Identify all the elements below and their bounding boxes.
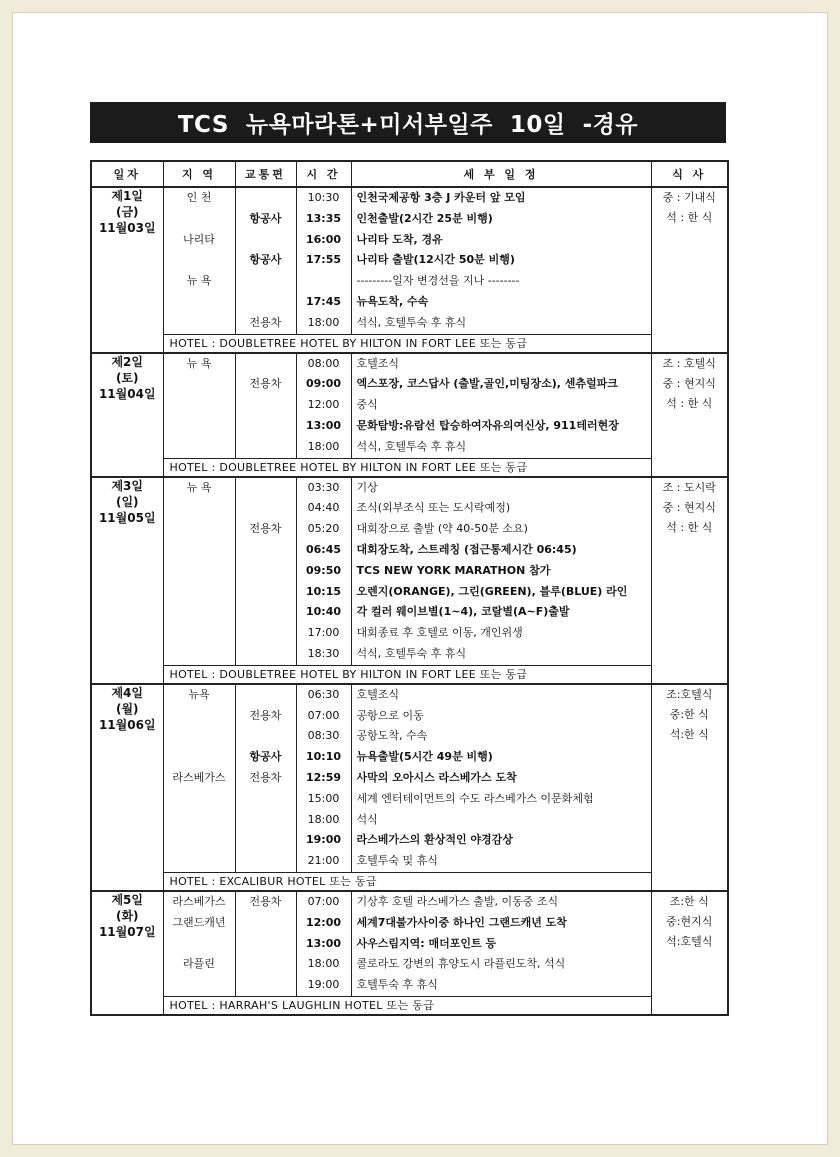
- time-text: 16:00: [305, 232, 341, 246]
- day-weekday: (일): [115, 494, 139, 509]
- transport-text: [236, 685, 296, 706]
- transport-text: 항공사: [249, 253, 282, 267]
- transport-text: [236, 188, 296, 209]
- meal-line: 조:호텔식: [666, 687, 713, 701]
- detail-text: 석식, 호텔투숙 후 휴식: [356, 439, 467, 453]
- region-text: [164, 561, 235, 582]
- transport-text: [236, 354, 296, 375]
- meal-line: 석 : 한 식: [666, 211, 713, 224]
- detail-text: 각 컬러 웨이브별(1~4), 코랄별(A~F)출발: [356, 605, 570, 619]
- transport-column: [235, 684, 296, 873]
- time-text: 12:00: [307, 398, 340, 412]
- meal-line: 중 : 기내식: [662, 191, 716, 204]
- time-text: 09:00: [305, 377, 341, 391]
- transport-text: [236, 292, 296, 313]
- transport-text: 전용차: [249, 770, 282, 784]
- transport-text: [236, 975, 296, 996]
- day-day: 제5일: [111, 892, 144, 907]
- time-column: [296, 684, 351, 873]
- time-text: 18:00: [307, 439, 340, 453]
- region-text: [164, 706, 235, 727]
- transport-text: [236, 934, 296, 955]
- time-text: 19:00: [305, 833, 341, 847]
- table-header-row: [91, 161, 728, 187]
- time-text: 18:00: [307, 812, 340, 826]
- detail-column: [351, 477, 651, 666]
- transport-text: 전용차: [249, 377, 282, 391]
- transport-text: 항공사: [249, 211, 282, 225]
- transport-text: 전용차: [249, 522, 282, 536]
- time-text: 18:00: [307, 315, 340, 329]
- meal-line: 조 : 도시락: [662, 480, 716, 494]
- hotel-info: HOTEL : DOUBLETREE HOTEL BY HILTON IN FORT LEE 또는 동급: [163, 458, 651, 477]
- region-column: [163, 477, 235, 666]
- time-text: 13:35: [305, 211, 341, 225]
- meal-line: 중:현지식: [666, 914, 713, 928]
- transport-text: 전용차: [249, 894, 282, 908]
- detail-text: 호텔조식: [356, 356, 400, 370]
- day-day: 제4일: [111, 685, 144, 700]
- day-block-row: [91, 187, 728, 334]
- header-transport: 교통편: [235, 161, 296, 187]
- detail-text: 라스베가스의 환상적인 야경감상: [356, 833, 513, 847]
- region-text: [164, 209, 235, 230]
- detail-text: 기상: [356, 480, 378, 494]
- region-column: [163, 684, 235, 873]
- region-text: [164, 851, 235, 872]
- time-text: 07:00: [307, 708, 340, 722]
- hotel-info: HOTEL : DOUBLETREE HOTEL BY HILTON IN FORT LEE 또는 동급: [163, 334, 651, 353]
- time-text: 05:20: [307, 522, 340, 536]
- region-text: 라스베가스: [172, 894, 226, 908]
- region-text: [164, 395, 235, 416]
- time-text: 08:30: [307, 729, 340, 743]
- time-text: 17:45: [305, 294, 341, 308]
- day-weekday: (월): [115, 701, 139, 716]
- region-text: [164, 519, 235, 540]
- day-block-row: [91, 353, 728, 458]
- time-column: [296, 891, 351, 996]
- detail-text: 석식, 호텔투숙 후 휴식: [356, 315, 467, 329]
- detail-column: [351, 353, 651, 458]
- detail-text: 호텔투숙 후 휴식: [356, 978, 438, 992]
- region-text: [164, 747, 235, 768]
- detail-text: 나리타 출발(12시간 50분 비행): [356, 253, 515, 267]
- region-text: 라스베가스: [172, 770, 226, 784]
- region-text: [164, 292, 235, 313]
- transport-text: [236, 498, 296, 519]
- time-text: 13:00: [305, 418, 341, 432]
- meal-info: [651, 684, 728, 891]
- transport-column: [235, 353, 296, 458]
- detail-text: 콜로라도 강변의 휴양도시 라플린도착, 석식: [356, 957, 566, 971]
- meal-line: 중:한 식: [669, 707, 709, 721]
- detail-text: 공항도착, 수속: [356, 729, 428, 743]
- time-column: [296, 353, 351, 458]
- detail-text: 호텔투숙 및 휴식: [356, 854, 438, 868]
- transport-text: [236, 271, 296, 292]
- transport-text: [236, 644, 296, 665]
- region-column: [163, 891, 235, 996]
- day-date: 11월05일: [98, 510, 156, 525]
- detail-text: 기상후 호텔 라스베가스 출발, 이동중 조식: [356, 894, 559, 908]
- day-label: [91, 187, 163, 353]
- detail-text: 대회장으로 출발 (약 40-50분 소요): [356, 522, 528, 536]
- detail-text: 세계7대불가사이중 하나인 그랜드캐년 도착: [356, 915, 567, 929]
- region-text: [164, 582, 235, 603]
- hotel-row: [91, 458, 728, 477]
- time-column: [296, 477, 351, 666]
- region-text: 뉴 욕: [186, 480, 212, 494]
- transport-text: 항공사: [249, 750, 282, 764]
- itinerary-table: [90, 160, 729, 1016]
- time-text: 12:59: [305, 770, 341, 784]
- detail-column: [351, 891, 651, 996]
- detail-text: 중식: [356, 398, 378, 412]
- detail-text: 사우스림지역: 매더포인트 등: [356, 936, 497, 950]
- detail-text: 세계 엔터테이먼트의 수도 라스베가스 이문화체험: [356, 791, 594, 805]
- detail-text: TCS NEW YORK MARATHON 참가: [356, 563, 551, 577]
- day-label: [91, 477, 163, 684]
- transport-text: [236, 602, 296, 623]
- detail-text: 조식(외부조식 또는 도시락예정): [356, 501, 511, 515]
- header-detail: 세 부 일 정: [351, 161, 651, 187]
- transport-text: [236, 561, 296, 582]
- time-text: 07:00: [307, 894, 340, 908]
- transport-text: [236, 623, 296, 644]
- region-text: [164, 498, 235, 519]
- region-text: [164, 313, 235, 334]
- time-text: 10:30: [307, 191, 340, 204]
- region-text: [164, 644, 235, 665]
- time-text: 13:00: [305, 936, 341, 950]
- transport-text: [236, 395, 296, 416]
- detail-text: 사막의 오아시스 라스베가스 도착: [356, 770, 517, 784]
- region-text: [164, 789, 235, 810]
- time-text: 12:00: [305, 915, 341, 929]
- header-day: 일자: [91, 161, 163, 187]
- meal-line: 석 : 한 식: [666, 396, 713, 410]
- day-weekday: (화): [115, 908, 139, 923]
- hotel-row: [91, 872, 728, 891]
- detail-text: 공항으로 이동: [356, 708, 424, 722]
- meal-line: 조:한 식: [669, 894, 709, 908]
- time-text: 21:00: [307, 854, 340, 868]
- transport-text: [236, 437, 296, 458]
- region-text: 뉴욕: [188, 687, 210, 701]
- day-day: 제1일: [111, 189, 144, 203]
- detail-text: 대회종료 후 호텔로 이동, 개인위생: [356, 626, 523, 640]
- hotel-row: [91, 665, 728, 684]
- time-text: 15:00: [307, 791, 340, 805]
- region-text: [164, 374, 235, 395]
- time-text: 04:40: [307, 501, 340, 515]
- region-text: [164, 975, 235, 996]
- day-day: 제2일: [111, 354, 144, 369]
- meal-info: [651, 891, 728, 1015]
- region-text: 그랜드캐년: [172, 915, 226, 929]
- region-text: 뉴 욕: [186, 274, 212, 288]
- transport-text: [236, 478, 296, 499]
- region-text: [164, 830, 235, 851]
- region-text: [164, 726, 235, 747]
- hotel-info: HOTEL : DOUBLETREE HOTEL BY HILTON IN FORT LEE 또는 동급: [163, 665, 651, 684]
- region-column: [163, 187, 235, 334]
- detail-column: [351, 187, 651, 334]
- itinerary-body: [91, 187, 728, 1015]
- meal-line: 석:한 식: [669, 727, 709, 741]
- header-meal: 식 사: [651, 161, 728, 187]
- detail-text: 뉴욕도착, 수속: [356, 294, 429, 308]
- itinerary-title: TCS 뉴욕마라톤+미서부일주 10일 -경유: [90, 102, 726, 143]
- day-date: 11월06일: [98, 717, 156, 732]
- transport-text: [236, 789, 296, 810]
- hotel-row: [91, 334, 728, 353]
- time-text: 17:55: [305, 253, 341, 267]
- region-text: 인 천: [186, 191, 212, 204]
- time-text: 06:30: [307, 687, 340, 701]
- transport-column: [235, 891, 296, 996]
- transport-text: [236, 540, 296, 561]
- meal-info: [651, 477, 728, 684]
- detail-text: 대회장도착, 스트레칭 (접근통제시간 06:45): [356, 542, 577, 556]
- meal-line: 석 : 한 식: [666, 520, 713, 534]
- header-region: 지 역: [163, 161, 235, 187]
- region-text: [164, 934, 235, 955]
- transport-text: [236, 913, 296, 934]
- transport-text: [236, 810, 296, 831]
- time-text: 17:00: [307, 626, 340, 640]
- transport-text: [236, 851, 296, 872]
- time-column: [296, 187, 351, 334]
- time-text: 03:30: [307, 480, 340, 494]
- region-text: 라플린: [183, 957, 215, 971]
- time-text: 06:45: [305, 542, 341, 556]
- time-text: [297, 271, 351, 292]
- time-text: 10:40: [305, 605, 341, 619]
- time-text: 10:10: [305, 750, 341, 764]
- transport-column: [235, 477, 296, 666]
- day-label: [91, 353, 163, 477]
- meal-line: 중 : 현지식: [662, 376, 716, 390]
- transport-text: 전용차: [249, 708, 282, 722]
- detail-text: 오렌지(ORANGE), 그린(GREEN), 블루(BLUE) 라인: [356, 584, 628, 598]
- day-weekday: (금): [115, 205, 139, 219]
- detail-text: 인천출발(2시간 25분 비행): [356, 211, 493, 225]
- detail-text: 인천국제공항 3층 J 카운터 앞 모임: [356, 191, 526, 204]
- region-text: [164, 250, 235, 271]
- region-text: [164, 540, 235, 561]
- transport-text: 전용차: [249, 315, 282, 329]
- transport-text: [236, 726, 296, 747]
- transport-text: [236, 582, 296, 603]
- detail-text: 호텔조식: [356, 687, 400, 701]
- region-column: [163, 353, 235, 458]
- region-text: [164, 623, 235, 644]
- transport-text: [236, 830, 296, 851]
- day-block-row: [91, 891, 728, 996]
- day-date: 11월04일: [98, 386, 156, 401]
- day-weekday: (토): [115, 370, 139, 385]
- hotel-info: HOTEL : EXCALIBUR HOTEL 또는 동급: [163, 872, 651, 891]
- day-day: 제3일: [111, 478, 144, 493]
- transport-text: [236, 230, 296, 251]
- detail-text: 석식, 호텔투숙 후 휴식: [356, 646, 467, 660]
- time-text: 19:00: [307, 978, 340, 992]
- day-block-row: [91, 684, 728, 873]
- detail-text: 문화탐방:유람선 탑승하여자유의여신상, 911테러현장: [356, 418, 619, 432]
- meal-line: 석:호텔식: [666, 934, 713, 948]
- detail-text: 엑스포장, 코스답사 (출발,골인,미팅장소), 센츄럴파크: [356, 377, 618, 391]
- meal-line: 조 : 호텔식: [662, 356, 716, 370]
- meal-info: [651, 187, 728, 353]
- hotel-row: [91, 996, 728, 1015]
- time-text: 18:30: [307, 646, 340, 660]
- region-text: [164, 437, 235, 458]
- time-text: 08:00: [307, 356, 340, 370]
- day-date: 11월07일: [98, 924, 156, 939]
- region-text: 뉴 욕: [186, 356, 212, 370]
- day-date: 11월03일: [98, 221, 156, 235]
- time-text: 10:15: [305, 584, 341, 598]
- region-text: [164, 602, 235, 623]
- header-time: 시 간: [296, 161, 351, 187]
- hotel-info: HOTEL : HARRAH'S LAUGHLIN HOTEL 또는 동급: [163, 996, 651, 1015]
- region-text: [164, 416, 235, 437]
- time-text: 09:50: [305, 563, 341, 577]
- detail-column: [351, 684, 651, 873]
- transport-text: [236, 954, 296, 975]
- day-label: [91, 684, 163, 891]
- detail-text: 뉴욕출발(5시간 49분 비행): [356, 750, 493, 764]
- detail-text: ---------일자 변경선을 지나 --------: [356, 274, 520, 288]
- meal-line: 중 : 현지식: [662, 500, 716, 514]
- detail-text: 석식: [356, 812, 378, 826]
- day-block-row: [91, 477, 728, 666]
- time-text: 18:00: [307, 957, 340, 971]
- detail-text: 나리타 도착, 경유: [356, 232, 443, 246]
- transport-column: [235, 187, 296, 334]
- day-label: [91, 891, 163, 1015]
- region-text: [164, 810, 235, 831]
- region-text: 나리타: [183, 232, 215, 246]
- meal-info: [651, 353, 728, 477]
- transport-text: [236, 416, 296, 437]
